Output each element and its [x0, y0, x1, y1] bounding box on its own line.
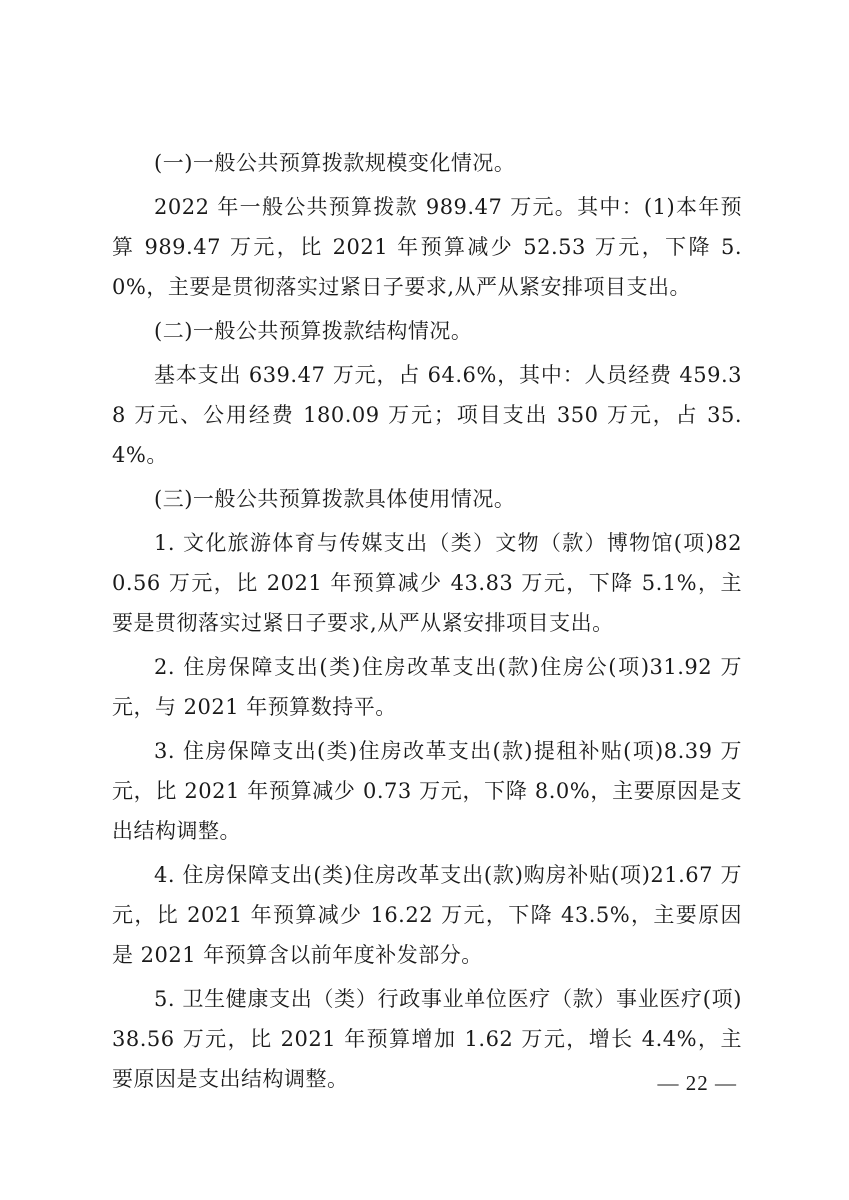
list-item-2: 2. 住房保障支出(类)住房改革支出(款)住房公(项)31.92 万元，与 2021 年预算数持平。 — [112, 655, 742, 719]
list-item-5: 5. 卫生健康支出（类）行政事业单位医疗（款）事业医疗(项)38.56 万元，比 2021 年预算增加 1.62 万元，增长 4.4%，主要原因是支出结构调整。 — [112, 987, 742, 1091]
document-body — [112, 143, 742, 1103]
page-number: — 22 — — [657, 1071, 737, 1095]
section-heading-3: (三)一般公共预算拨款具体使用情况。 — [154, 487, 516, 511]
list-item-3: 3. 住房保障支出(类)住房改革支出(款)提租补贴(项)8.39 万元，比 2021 年预算减少 0.73 万元，下降 8.0%，主要原因是支出结构调整。 — [112, 739, 742, 843]
paragraph-structure: 基本支出 639.47 万元，占 64.6%，其中：人员经费 459.38 万元、公用经费 180.09 万元；项目支出 350 万元，占 35.4%。 — [112, 363, 742, 467]
list-item-1: 1. 文化旅游体育与传媒支出（类）文物（款）博物馆(项)820.56 万元，比 2021 年预算减少 43.83 万元，下降 5.1%，主要是贯彻落实过紧日子要求,从严从紧安排项目支出。 — [112, 531, 742, 635]
section-heading-1: (一)一般公共预算拨款规模变化情况。 — [154, 151, 516, 175]
list-item-4: 4. 住房保障支出(类)住房改革支出(款)购房补贴(项)21.67 万元，比 2021 年预算减少 16.22 万元，下降 43.5%，主要原因是 2021 年预算含以前年度补发部分。 — [112, 863, 742, 967]
paragraph-scale-change: 2022 年一般公共预算拨款 989.47 万元。其中：(1)本年预算 989.47 万元，比 2021 年预算减少 52.53 万元，下降 5.0%，主要是贯彻落实过紧日子要求,从严从紧安排项目支出。 — [112, 195, 742, 299]
section-heading-2: (二)一般公共预算拨款结构情况。 — [154, 319, 473, 343]
